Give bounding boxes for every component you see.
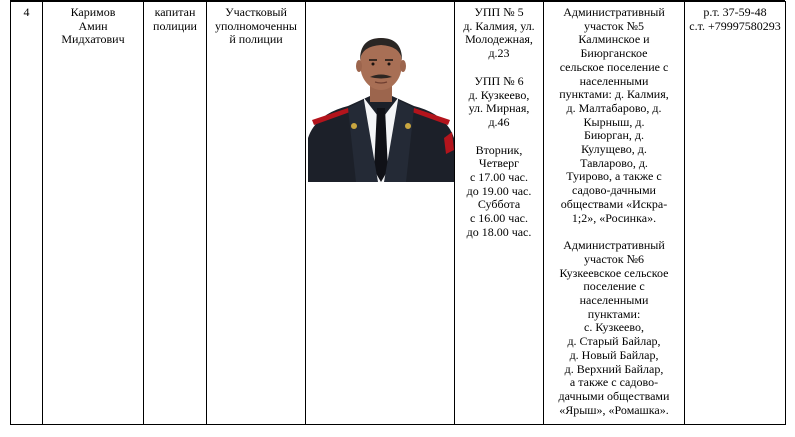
table-row — [11, 2, 786, 425]
position-line: уполномоченны — [215, 18, 297, 33]
service-areas — [544, 2, 685, 425]
position-line: Участковый — [225, 5, 287, 19]
officer-name — [43, 2, 144, 425]
district-6-description: Административный участок №6 Кузкеевское сельское поселение с населенными пунктами: с. Кузкеево, д. Старый Байлар, д. Новый Байлар, д. Верхний Байлар, а также с садово- дачными обществами «Ярыш», «Ромашка». — [558, 238, 670, 417]
photo-cell — [306, 2, 455, 425]
reception-schedule: Вторник, Четверг с 17.00 час. до 19.00 час. Суббота с 16.00 час. до 18.00 час. — [466, 142, 532, 239]
name-line: Амин — [78, 18, 108, 33]
row-number: 4 — [11, 2, 43, 425]
officer-rank: капитан полиции — [144, 2, 207, 425]
officer-photo — [308, 30, 454, 182]
officer-table — [10, 1, 786, 425]
upp-5-address: УПП № 5 д. Калмия, ул. Молодежная, д.23 — [463, 5, 535, 61]
mobile-phone: с.т. +79997580293 — [689, 18, 781, 33]
work-phone: р.т. 37-59-48 — [703, 5, 767, 19]
position-line: й полиции — [229, 32, 283, 47]
upp-6-address: УПП № 6 д. Кузкеево, ул. Мирная, д.46 — [468, 73, 530, 129]
name-lines — [45, 6, 141, 47]
contact-phones — [685, 2, 786, 425]
name-line: Мидхатович — [61, 32, 125, 47]
upp-addresses — [455, 2, 544, 425]
district-5-description: Административный участок №5 Калминское и Биюрганское сельское поселение с населенными пунктами: д. Калмия, д. Малтабарово, д. Кырныш, д. Биюрган, д. Кулущево, д. Тавларово, д. Туирово, а также с садово-дачными обществами «Искра- 1;2», «Росинка». — [559, 5, 669, 225]
name-line: Каримов — [70, 5, 116, 19]
officer-position — [207, 2, 306, 425]
